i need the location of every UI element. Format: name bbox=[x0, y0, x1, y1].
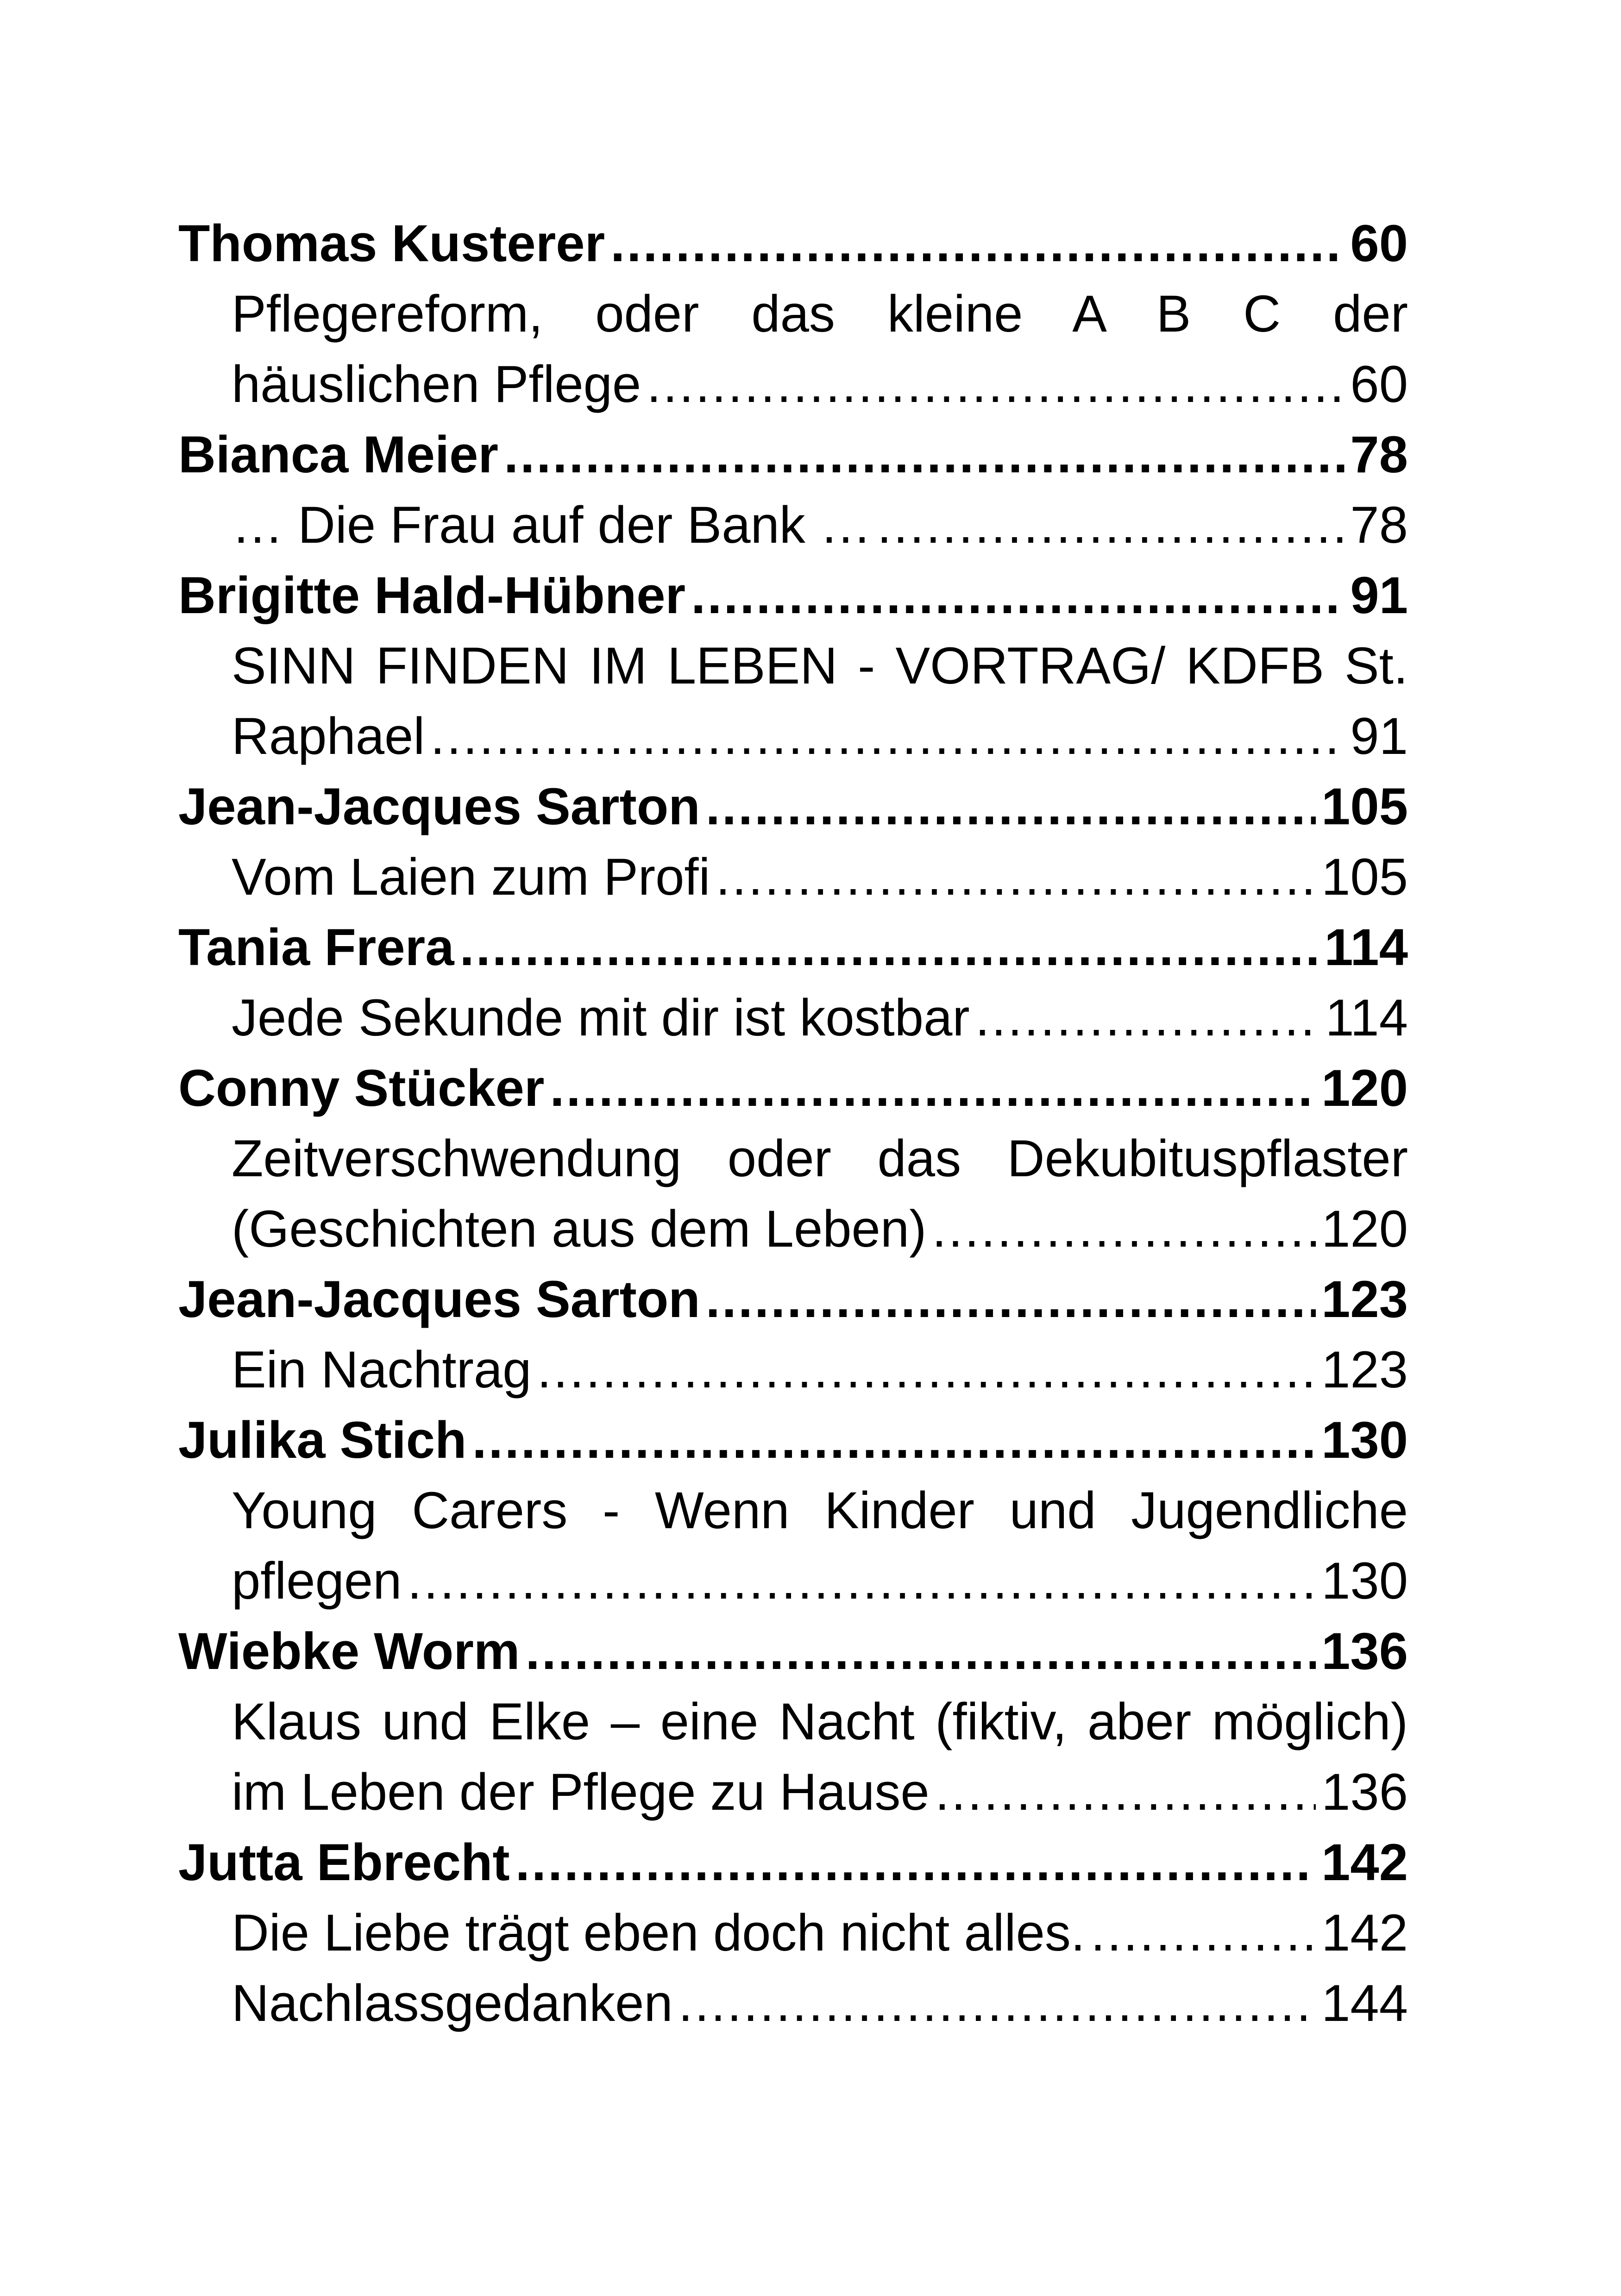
dot-leader bbox=[716, 842, 1316, 912]
toc-title-text: Nachlassgedanken bbox=[232, 1974, 673, 2032]
dot-leader bbox=[706, 772, 1316, 842]
dot-leader bbox=[706, 1264, 1316, 1335]
toc-title-entry bbox=[178, 1194, 1408, 1264]
toc-author-name: Julika Stich bbox=[178, 1411, 467, 1469]
toc-author-name: Bianca Meier bbox=[178, 426, 498, 483]
dot-leader bbox=[691, 560, 1345, 631]
toc-page-number: 130 bbox=[1321, 1552, 1408, 1610]
toc-author-entry bbox=[178, 912, 1408, 983]
toc-author-name: Wiebke Worm bbox=[178, 1622, 520, 1680]
toc-title-entry bbox=[178, 490, 1408, 560]
toc-author-entry bbox=[178, 1405, 1408, 1475]
toc-page-number: 60 bbox=[1350, 214, 1408, 272]
toc-title-entry bbox=[178, 701, 1408, 772]
toc-author-entry bbox=[178, 208, 1408, 279]
toc-author-name: Brigitte Hald-Hübner bbox=[178, 566, 686, 624]
dot-leader bbox=[472, 1405, 1316, 1475]
toc-title-text: Pflegereform, oder das kleine A B C der bbox=[232, 285, 1408, 343]
toc-page-number: 120 bbox=[1321, 1059, 1408, 1117]
toc-page-number: 136 bbox=[1321, 1763, 1408, 1821]
toc-title-line bbox=[178, 631, 1408, 701]
toc-title-line bbox=[178, 1475, 1408, 1546]
dot-leader bbox=[430, 701, 1345, 772]
toc-title-line bbox=[178, 1687, 1408, 1757]
toc-page-number: 60 bbox=[1350, 355, 1408, 413]
dot-leader bbox=[407, 1546, 1316, 1616]
toc-page-number: 123 bbox=[1321, 1341, 1408, 1399]
dot-leader bbox=[537, 1335, 1316, 1405]
toc-title-entry bbox=[178, 1546, 1408, 1616]
toc-author-entry bbox=[178, 1053, 1408, 1123]
toc-page-number: 130 bbox=[1321, 1411, 1408, 1469]
toc-page-number: 91 bbox=[1350, 566, 1408, 624]
toc-title-text: (Geschichten aus dem Leben) bbox=[232, 1200, 927, 1258]
dot-leader bbox=[975, 983, 1320, 1053]
toc-page-number: 123 bbox=[1321, 1270, 1408, 1328]
toc-author-name: Conny Stücker bbox=[178, 1059, 545, 1117]
toc-page-number: 78 bbox=[1350, 426, 1408, 483]
dot-leader bbox=[504, 420, 1345, 490]
toc-author-name: Thomas Kusterer bbox=[178, 214, 605, 272]
toc-author-name: Jean-Jacques Sarton bbox=[178, 778, 700, 835]
toc-title-text: Raphael bbox=[232, 707, 425, 765]
toc-title-entry bbox=[178, 349, 1408, 420]
toc-author-name: Jutta Ebrecht bbox=[178, 1833, 510, 1891]
toc-author-entry bbox=[178, 1616, 1408, 1687]
dot-leader bbox=[460, 912, 1319, 983]
table-of-contents bbox=[178, 208, 1408, 2039]
toc-author-entry bbox=[178, 420, 1408, 490]
toc-page-number: 114 bbox=[1324, 918, 1408, 976]
toc-page-number: 105 bbox=[1321, 848, 1408, 906]
toc-title-text: Klaus und Elke – eine Nacht (fiktiv, aber möglich) bbox=[232, 1693, 1408, 1750]
toc-title-entry bbox=[178, 1757, 1408, 1827]
toc-author-name: Jean-Jacques Sarton bbox=[178, 1270, 700, 1328]
toc-title-text: pflegen bbox=[232, 1552, 402, 1610]
toc-author-entry bbox=[178, 1827, 1408, 1898]
dot-leader bbox=[877, 490, 1345, 560]
toc-page-number: 142 bbox=[1321, 1904, 1408, 1962]
dot-leader bbox=[647, 349, 1345, 420]
toc-title-entry bbox=[178, 983, 1408, 1053]
toc-page-number: 120 bbox=[1321, 1200, 1408, 1258]
toc-title-text: … Die Frau auf der Bank … bbox=[232, 496, 872, 554]
toc-title-entry bbox=[178, 842, 1408, 912]
toc-title-entry bbox=[178, 1968, 1408, 2039]
toc-title-text: Young Carers - Wenn Kinder und Jugendliche bbox=[232, 1481, 1408, 1539]
toc-page-number: 91 bbox=[1350, 707, 1408, 765]
toc-page-number: 114 bbox=[1325, 989, 1408, 1047]
toc-title-line bbox=[178, 1123, 1408, 1194]
toc-page-number: 136 bbox=[1321, 1622, 1408, 1680]
dot-leader bbox=[1091, 1898, 1316, 1968]
dot-leader bbox=[679, 1968, 1316, 2039]
toc-author-entry bbox=[178, 772, 1408, 842]
dot-leader bbox=[515, 1827, 1316, 1898]
toc-title-text: Ein Nachtrag bbox=[232, 1341, 532, 1399]
toc-title-text: häuslichen Pflege bbox=[232, 355, 641, 413]
toc-title-text: Vom Laien zum Profi bbox=[232, 848, 710, 906]
toc-title-entry bbox=[178, 1898, 1408, 1968]
toc-title-text: Jede Sekunde mit dir ist kostbar bbox=[232, 989, 970, 1047]
toc-author-name: Tania Frera bbox=[178, 918, 454, 976]
toc-author-entry bbox=[178, 560, 1408, 631]
toc-author-entry bbox=[178, 1264, 1408, 1335]
toc-title-text: im Leben der Pflege zu Hause bbox=[232, 1763, 930, 1821]
dot-leader bbox=[610, 208, 1345, 279]
dot-leader bbox=[526, 1616, 1316, 1687]
toc-title-text: Die Liebe trägt eben doch nicht alles. bbox=[232, 1904, 1085, 1962]
toc-title-entry bbox=[178, 1335, 1408, 1405]
dot-leader bbox=[932, 1194, 1316, 1264]
dot-leader bbox=[550, 1053, 1316, 1123]
toc-page-number: 144 bbox=[1321, 1974, 1408, 2032]
toc-page-number: 78 bbox=[1350, 496, 1408, 554]
toc-page-number: 142 bbox=[1321, 1833, 1408, 1891]
toc-title-text: Zeitverschwendung oder das Dekubituspflaster bbox=[232, 1129, 1408, 1187]
toc-page-number: 105 bbox=[1321, 778, 1408, 835]
toc-title-text: SINN FINDEN IM LEBEN - VORTRAG/ KDFB St. bbox=[232, 637, 1408, 695]
dot-leader bbox=[935, 1757, 1316, 1827]
toc-title-line bbox=[178, 279, 1408, 349]
